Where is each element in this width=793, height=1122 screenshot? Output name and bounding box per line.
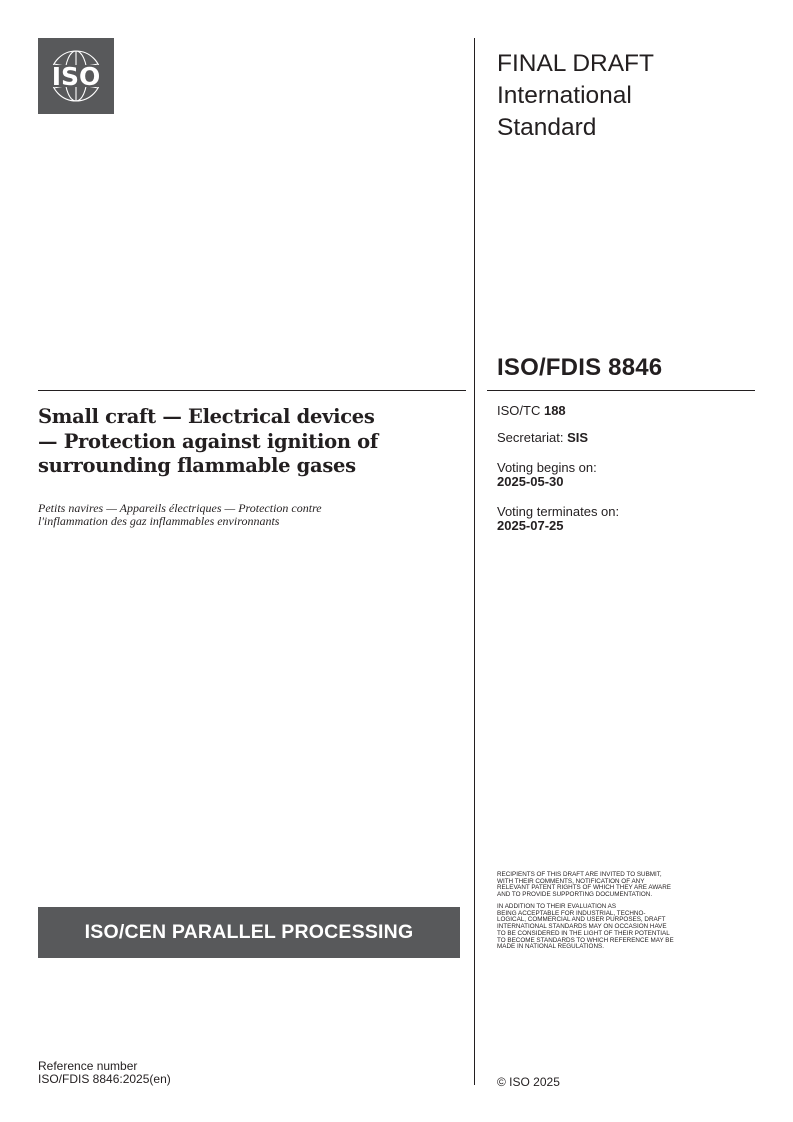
iso-logo — [38, 38, 114, 114]
voting-begins-value: 2025-05-30 — [497, 474, 564, 489]
notice-line: AND TO PROVIDE SUPPORTING DOCUMENTATION. — [497, 891, 653, 899]
tc-label: ISO/TC — [497, 403, 541, 418]
french-title — [38, 502, 458, 528]
notice-line: BEING ACCEPTABLE FOR INDUSTRIAL, TECHNO- — [497, 909, 646, 917]
logo-text: ISO — [51, 62, 101, 91]
reference-number — [38, 1060, 171, 1085]
document-status — [497, 48, 757, 144]
notice-line: LOGICAL, COMMERCIAL AND USER PURPOSES, DRAFT — [497, 916, 666, 924]
status-line: International — [497, 82, 632, 109]
notice-paragraph-2 — [497, 904, 759, 951]
title-line: surrounding flammable gases — [38, 454, 356, 477]
status-line: Standard — [497, 114, 597, 141]
secretariat-label: Secretariat: — [497, 430, 564, 445]
title-line: Small craft — Electrical devices — [38, 405, 375, 428]
notice-line: IN ADDITION TO THEIR EVALUATION AS — [497, 903, 617, 910]
reference-value: ISO/FDIS 8846:2025(en) — [38, 1071, 171, 1086]
notice-paragraph-1 — [497, 872, 759, 899]
voting-begins — [497, 461, 757, 489]
subtitle-line: Petits navires — Appareils électriques — Protection contre — [38, 501, 322, 515]
horizontal-divider-right — [487, 390, 755, 391]
reference-label: Reference number — [38, 1059, 138, 1073]
notice-line: MADE IN NATIONAL REGULATIONS. — [497, 943, 604, 951]
status-line: FINAL DRAFT — [497, 50, 654, 77]
copyright-notice: © ISO 2025 — [497, 1075, 560, 1089]
secretariat — [497, 431, 757, 445]
voting-terminates-label: Voting terminates on: — [497, 504, 620, 519]
document-title — [38, 405, 458, 479]
notice-line: RECIPIENTS OF THIS DRAFT ARE INVITED TO SUBMIT, — [497, 871, 662, 878]
technical-committee — [497, 404, 757, 418]
voting-terminates — [497, 505, 757, 533]
globe-icon — [38, 38, 114, 114]
notice-line: TO BE CONSIDERED IN THE LIGHT OF THEIR POTENTIAL — [497, 929, 670, 937]
title-line: — Protection against ignition of — [38, 429, 378, 453]
vertical-divider — [474, 38, 475, 1085]
tc-value: 188 — [543, 403, 566, 418]
subtitle-line: l'inflammation des gaz inflammables environnants — [38, 514, 280, 528]
voting-terminates-value: 2025-07-25 — [497, 518, 564, 533]
notice-line: TO BECOME STANDARDS TO WHICH REFERENCE MAY BE — [497, 936, 674, 944]
notice-line: RELEVANT PATENT RIGHTS OF WHICH THEY ARE AWARE — [497, 884, 672, 892]
voting-begins-label: Voting begins on: — [497, 460, 597, 475]
notice-line: WITH THEIR COMMENTS, NOTIFICATION OF ANY — [497, 877, 645, 885]
secretariat-value: SIS — [567, 430, 589, 445]
document-number: ISO/FDIS 8846 — [497, 354, 663, 381]
parallel-processing-banner: ISO/CEN PARALLEL PROCESSING — [38, 907, 460, 958]
horizontal-divider-left — [38, 390, 466, 391]
notice-line: INTERNATIONAL STANDARDS MAY ON OCCASION HAVE — [497, 923, 667, 931]
